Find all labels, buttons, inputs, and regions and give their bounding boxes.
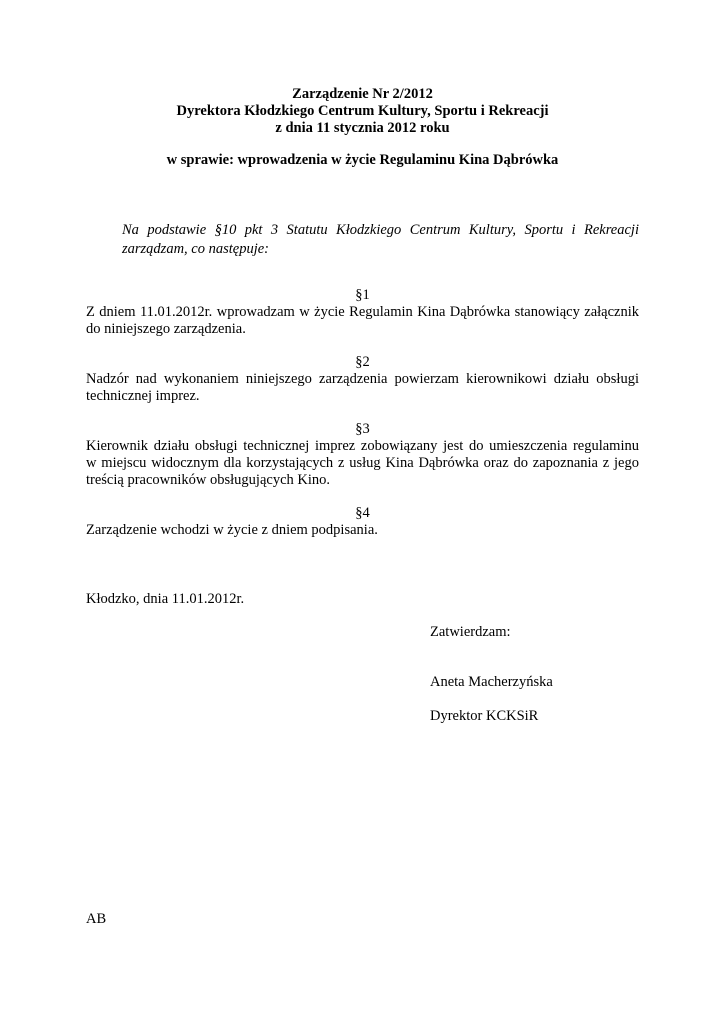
section-text-1: [86, 304, 639, 338]
section-text-4: [86, 522, 639, 539]
section-symbol-1: §1: [355, 287, 370, 303]
section-3-line-1: Kierownik działu obsługi technicznej imprez zobowiązany jest do umieszczenia regulaminu: [86, 438, 639, 454]
section-2-line-1: Nadzór nad wykonaniem niniejszego zarządzenia powierzam kierownikowi działu obsługi: [86, 371, 639, 387]
signatory-name: Aneta Macherzyńska: [430, 674, 553, 690]
order-number: Zarządzenie Nr 2/2012: [292, 86, 433, 102]
section-3-line-2: w miejscu widocznym dla korzystających z usług Kina Dąbrówka oraz do zapoznania z jego: [86, 454, 639, 471]
section-1-line-2: do niniejszego zarządzenia.: [86, 320, 246, 337]
approval-label: Zatwierdzam:: [430, 624, 511, 640]
section-1-line-1: Z dniem 11.01.2012r. wprowadzam w życie Regulamin Kina Dąbrówka stanowiący załącznik: [86, 304, 639, 320]
signatory-title: Dyrektor KCKSiR: [430, 708, 539, 724]
document-header: [86, 86, 639, 137]
legal-basis-line-1: Na podstawie §10 pkt 3 Statutu Kłodzkiego Centrum Kultury, Sportu i Rekreacji: [122, 222, 639, 238]
section-text-2: [86, 371, 639, 405]
document-subject: w sprawie: wprowadzenia w życie Regulaminu Kina Dąbrówka: [166, 152, 559, 168]
section-text-3: [86, 438, 639, 488]
section-symbol-3: §3: [355, 421, 370, 437]
section-2-line-2: technicznej imprez.: [86, 387, 200, 404]
legal-basis-line-2: zarządzam, co następuje:: [122, 241, 270, 257]
section-3-line-3: treścią pracowników obsługujących Kino.: [86, 471, 331, 488]
issue-date: z dnia 11 stycznia 2012 roku: [275, 120, 450, 136]
legal-basis: [86, 221, 639, 259]
author-initials: AB: [86, 911, 107, 927]
issuer: Dyrektora Kłodzkiego Centrum Kultury, Sportu i Rekreacji: [176, 103, 549, 119]
place-and-date: Kłodzko, dnia 11.01.2012r.: [86, 591, 245, 607]
section-symbol-2: §2: [355, 354, 370, 370]
section-symbol-4: §4: [355, 505, 370, 521]
section-4-line-1: Zarządzenie wchodzi w życie z dniem podpisania.: [86, 522, 378, 538]
